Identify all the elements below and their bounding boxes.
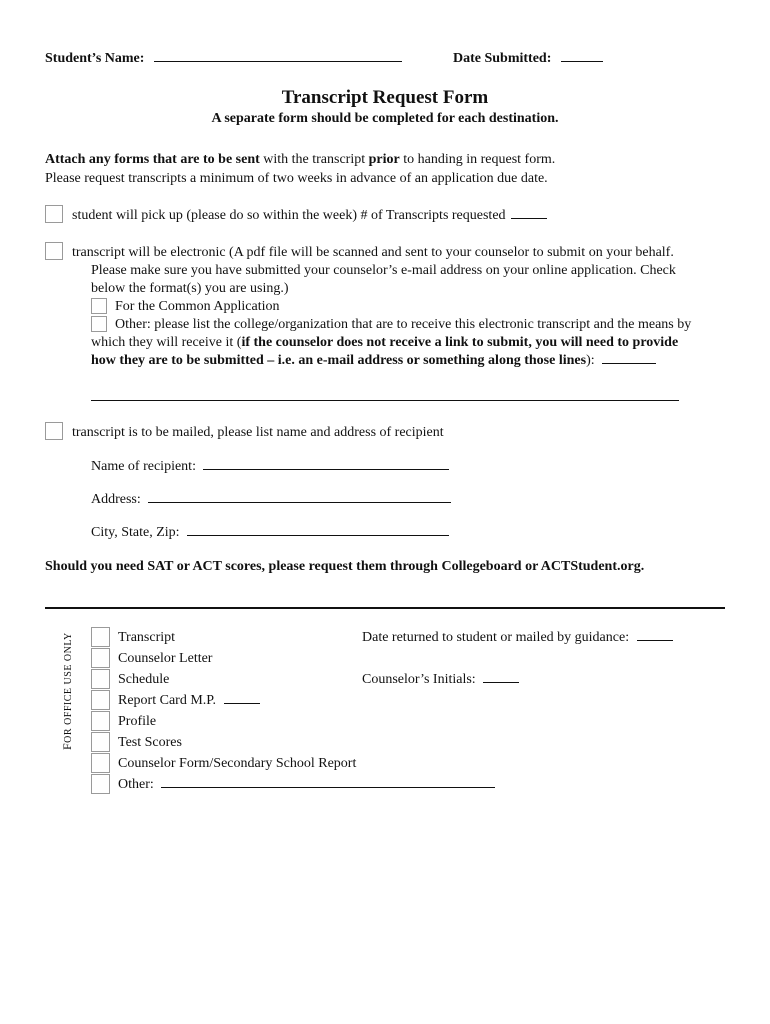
date-submitted-label: Date Submitted: [453,51,552,66]
report-card-mp-line[interactable] [224,702,260,704]
office-item-counselor-form: Counselor Form/Secondary School Report [118,756,357,771]
student-name-field [45,50,402,68]
office-item-schedule: Schedule [118,672,170,687]
instruction-line-2: Please request transcripts a minimum of two weeks in advance of an application due date. [45,171,548,186]
counselor-initials-field [362,671,519,689]
office-item-counselor-letter: Counselor Letter [118,651,213,666]
city-label: City, State, Zip: [91,525,180,540]
office-checkbox-other[interactable] [91,774,110,794]
other-means-long-line[interactable] [91,400,679,401]
electronic-checkbox[interactable] [45,242,63,260]
recipient-field [91,458,449,476]
mailed-label: transcript is to be mailed, please list name and address of recipient [72,425,444,440]
other-line-3-end: ): [586,353,595,368]
counselor-initials-line[interactable] [483,681,519,683]
instruction-end: to handing in request form. [399,152,556,167]
page-subtitle: A separate form should be completed for each destination. [211,111,559,126]
office-item-test-scores: Test Scores [118,735,182,750]
recipient-label: Name of recipient: [91,459,196,474]
common-app-checkbox[interactable] [91,298,107,314]
office-use-label-initial: F [60,742,74,750]
recipient-line[interactable] [203,468,449,470]
office-divider [45,607,725,609]
date-submitted-field [453,50,603,68]
date-returned-label: Date returned to student or mailed by guidance: [362,630,630,645]
date-returned-field [362,629,673,647]
other-line-3-bold: how they are to be submitted – i.e. an e-mail address or something along those lines [91,353,587,368]
counselor-initials-label: Counselor’s Initials: [362,672,476,687]
office-checkbox-report-card[interactable] [91,690,110,710]
page-title: Transcript Request Form [281,87,489,108]
common-app-label: For the Common Application [115,299,280,314]
date-returned-line[interactable] [637,639,673,641]
pickup-checkbox[interactable] [45,205,63,223]
transcripts-count-line[interactable] [511,217,547,219]
other-line-3 [91,352,656,370]
other-line-2 [91,334,678,352]
pickup-label: student will pick up (please do so within the week) # of Transcripts requested [72,208,506,223]
office-item-report-card [118,692,260,710]
office-use-label [60,632,75,750]
other-checkbox[interactable] [91,316,107,332]
other-line-1: Other: please list the college/organization that are to receive this electronic transcript and the means by [115,317,692,332]
office-item-profile: Profile [118,714,157,729]
scores-note: Should you need SAT or ACT scores, please request them through Collegeboard or ACTStudent.org. [45,559,645,574]
address-label: Address: [91,492,141,507]
office-item-transcript: Transcript [118,630,176,645]
other-means-short-line[interactable] [602,362,656,364]
other-line-2-plain: which they will receive it ( [91,335,242,350]
instruction-bold-attach: Attach any forms that are to be sent [45,152,260,167]
instruction-bold-prior: prior [368,152,400,167]
electronic-line-1: transcript will be electronic (A pdf file will be scanned and sent to your counselor to submit on your behalf. [72,245,674,260]
office-item-other [118,776,495,794]
instruction-mid: with the transcript [259,152,369,167]
mailed-checkbox[interactable] [45,422,63,440]
office-other-label: Other: [118,777,154,792]
electronic-line-2: Please make sure you have submitted your counselor’s e-mail address on your online application. Check [91,263,676,278]
student-name-label: Student’s Name: [45,51,145,66]
student-name-line[interactable] [154,60,402,62]
address-field [91,491,451,509]
pickup-option [72,207,547,225]
address-line[interactable] [148,501,451,503]
other-line-2-bold: if the counselor does not receive a link to submit, you will need to provide [241,335,679,350]
report-card-label: Report Card M.P. [118,693,216,708]
date-submitted-line[interactable] [561,60,603,62]
city-field [91,524,449,542]
instruction-line-1 [45,151,555,169]
office-checkbox-profile[interactable] [91,711,110,731]
office-checkbox-schedule[interactable] [91,669,110,689]
office-checkbox-transcript[interactable] [91,627,110,647]
office-other-line[interactable] [161,786,495,788]
office-use-label-rest: OR OFFICE USE ONLY [63,632,74,743]
office-checkbox-test-scores[interactable] [91,732,110,752]
city-line[interactable] [187,534,449,536]
electronic-line-3: below the format(s) you are using.) [91,281,289,296]
office-checkbox-counselor-form[interactable] [91,753,110,773]
office-checkbox-counselor-letter[interactable] [91,648,110,668]
